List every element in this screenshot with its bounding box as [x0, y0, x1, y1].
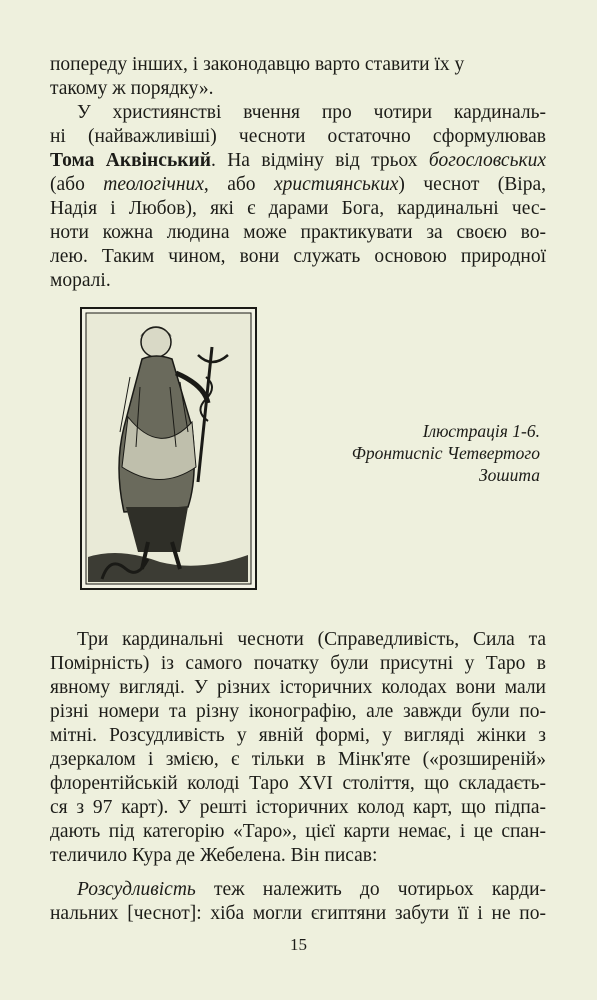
text-line: моралі. [50, 270, 111, 291]
text-line: Надія і Любов), які є дарами Бога, кардинальні чес- [50, 198, 546, 219]
frontispiece-illustration [80, 307, 257, 590]
text-line: такому ж порядку». [50, 78, 214, 99]
text-line: явному вигляді. У різних історичних колодах вони мали [50, 677, 546, 698]
text-line: Три кардинальні чесноти (Справедливість, Сила та [77, 629, 546, 650]
quote-line: Розсудливість теж належить до чотирьох карди- [77, 879, 546, 900]
text-line: лею. Таким чином, вони служать основою природної [50, 246, 546, 267]
text-line: попереду інших, і законодавцю варто ставити їх у [50, 54, 465, 75]
figure-caption-line: Фронтиспіс Четвертого [351, 443, 540, 463]
text-line: ся з 97 карт). У решті історичних колод карт, що підпа- [50, 797, 546, 818]
text-line: ноти кожна людина може практикувати за своєю во- [50, 222, 546, 243]
text-line: Тома Аквінський. На відміну від трьох богословських [50, 150, 546, 171]
figure-caption-line: Ілюстрація 1-6. [422, 421, 540, 441]
text-line: дзеркалом і змією, є тільки в Мінк'яте («розширеній» [50, 749, 546, 770]
text-line: У християнстві вчення про чотири кардиналь- [77, 102, 546, 123]
figure-caption-line: Зошита [479, 465, 540, 485]
text-line: мітні. Розсудливість у явній формі, у вигляді жінки з [50, 725, 546, 746]
page-number: 15 [290, 935, 307, 954]
text-line: флорентійській колоді Таро XVI століття, що складаєть- [50, 773, 546, 794]
text-line: різні номери та різну іконографію, але завжди були по- [50, 701, 546, 722]
author-name: Тома Аквінський [50, 150, 211, 171]
text-line: (або теологічних, або християнських) чеснот (Віра, [50, 174, 547, 195]
text-line: Помірність) із самого початку були присутні у Таро в [50, 653, 546, 674]
quote-line: нальних [чеснот]: хіба могли єгиптяни забути її і не по- [50, 903, 546, 924]
text-line: дають під категорію «Таро», цієї карти немає, і це спан- [50, 821, 546, 842]
text-line: ні (найважливіші) чесноти остаточно сформулював [50, 126, 546, 147]
text-line: теличило Кура де Жебелена. Він писав: [50, 845, 378, 866]
